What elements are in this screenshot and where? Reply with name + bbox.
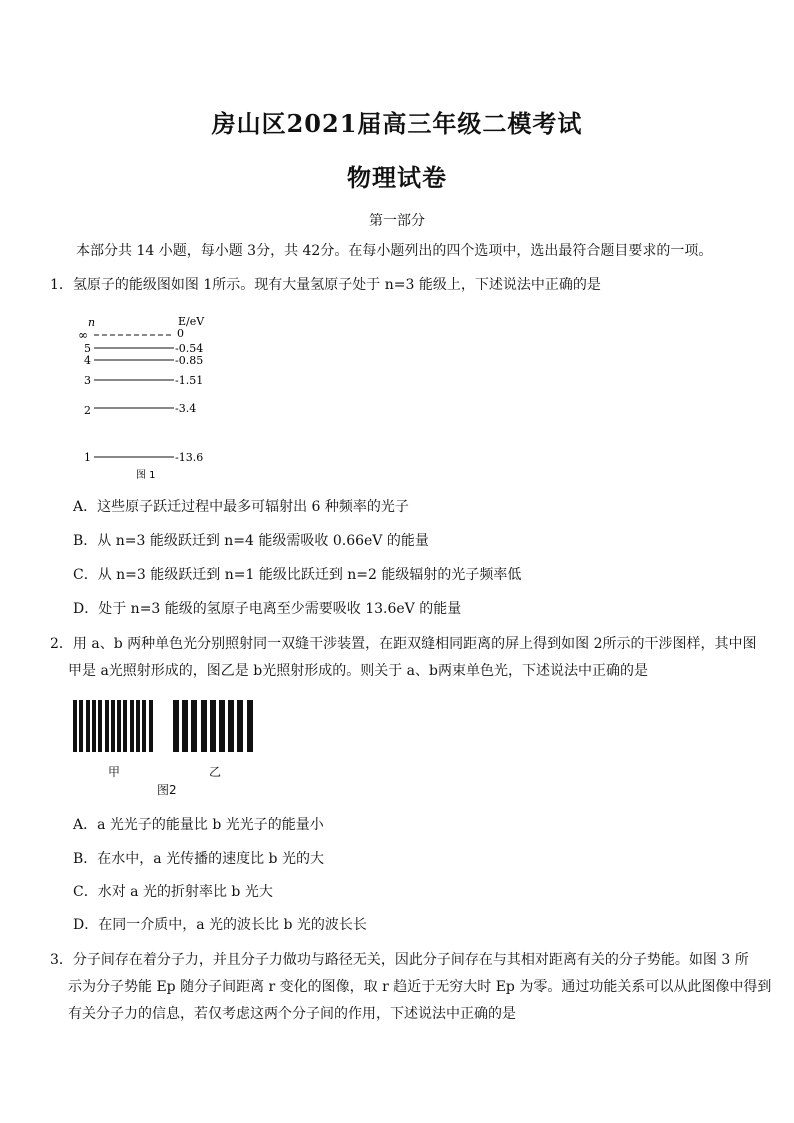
level-n-5: 5 [84,342,91,355]
q1-option-a: A．这些原子跃迁过程中最多可辐射出 6 种频率的光子 [73,499,409,515]
fringe-jia-12 [142,700,146,752]
level-e-5: -0.54 [175,342,204,355]
q1-option-d: D．处于 n=3 能级的氢原子电离至少需要吸收 13.6eV 的能量 [73,601,462,617]
level-e-4: -0.85 [175,354,204,367]
figure2-label-jia: 甲 [108,765,121,779]
fringe-yi-2 [182,700,188,752]
fringe-jia-6 [105,700,109,752]
fringe-jia-10 [130,700,134,752]
fringe-jia-5 [98,700,102,752]
q1-option-b: B．从 n=3 能级跃迁到 n=4 能级需吸收 0.66eV 的能量 [73,533,429,549]
fringe-jia-9 [123,700,127,752]
figure2-label-yi: 乙 [209,765,222,779]
fringe-jia-1 [73,700,77,752]
q3-line3: 有关分子力的信息，若仅考虑这两个分子间的作用，下述说法中正确的是 [68,1006,516,1022]
q3-line2: 示为分子势能 Ep 随分子间距离 r 变化的图像，取 r 趋近于无穷大时 Ep 为零。通过功能关系可以从此图像中得到 [68,979,772,995]
level-e-3: -1.51 [175,374,204,387]
q2-option-b: B．在水中，a 光传播的速度比 b 光的大 [73,851,324,867]
fringe-yi-4 [201,700,207,752]
level-n-4: 4 [84,354,91,367]
fringe-yi-5 [210,700,216,752]
q3-line1: 3．分子间存在着分子力，并且分子力做功与路径无关，因此分子间存在与其相对距离有关的分子势能。如图 3 所 [50,952,749,968]
q2-option-a: A．a 光光子的能量比 b 光光子的能量小 [73,817,324,833]
q1-option-c: C．从 n=3 能级跃迁到 n=1 能级比跃迁到 n=2 能级辐射的光子频率低 [73,567,522,583]
fringe-yi-7 [228,700,234,752]
figure2-caption: 图2 [157,783,177,797]
level-e-1: -13.6 [175,451,204,464]
fringe-yi-9 [247,700,253,752]
energy-level-diagram [70,312,230,482]
fringe-jia-3 [86,700,90,752]
level-e-inf: 0 [177,327,184,340]
exam-title: 房山区2021届高三年级二模考试 [211,109,583,138]
figure1-caption: 图 1 [136,470,156,481]
fringe-jia-4 [92,700,96,752]
fringe-jia-7 [111,700,115,752]
q2-option-c: C．水对 a 光的折射率比 b 光大 [73,884,273,900]
energy-level-svg [70,312,230,482]
fringe-yi-1 [173,700,179,752]
fringe-jia-8 [117,700,121,752]
axis-e-label: E/eV [178,315,205,328]
q1-stem: 1．氢原子的能级图如图 1所示。现有大量氢原子处于 n=3 能级上，下述说法中正确的是 [50,277,601,293]
level-n-1: 1 [84,451,91,464]
axis-n-label: n [88,316,96,329]
level-e-2: -3.4 [175,402,197,415]
q2-stem-line2: 甲是 a光照射形成的，图乙是 b光照射形成的。则关于 a、b两束单色光，下述说法中正确的是 [68,663,648,679]
fringe-jia-11 [136,700,140,752]
fringe-jia-13 [149,700,153,752]
level-n-3: 3 [84,374,91,387]
exam-subtitle: 物理试卷 [347,163,447,192]
fringe-yi-3 [191,700,197,752]
q2-stem-line1: 2．用 a、b 两种单色光分别照射同一双缝干涉装置，在距双缝相同距离的屏上得到如图 2所示的干涉图样，其中图 [50,636,757,652]
fringe-yi-8 [237,700,243,752]
fringe-jia-2 [79,700,83,752]
q2-option-d: D．在同一介质中，a 光的波长比 b 光的波长长 [73,917,367,933]
instructions: 本部分共 14 小题，每小题 3分，共 42分。在每小题列出的四个选项中，选出最符合题目要求的一项。 [76,243,713,259]
section-label: 第一部分 [369,213,425,229]
level-n-inf: ∞ [78,328,88,342]
level-n-2: 2 [84,404,91,417]
fringe-yi-6 [219,700,225,752]
